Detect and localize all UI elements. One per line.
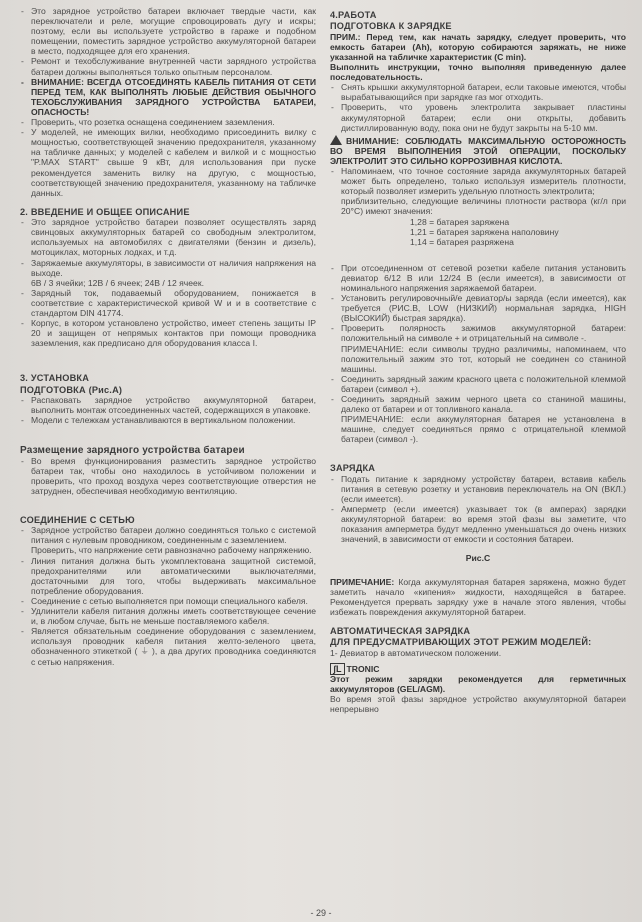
density-value: 1,21 = батарея заряжена наполовину [410,226,559,237]
subsection-heading: Размещение зарядного устройства батареи [20,444,245,456]
note-label: ПРИМЕЧАНИЕ: [330,576,395,587]
subsection-heading: СОЕДИНЕНИЕ С СЕТЬЮ [20,514,135,525]
paragraph: 6В / 3 ячейки; 12В / 6 ячеек; 24В / 12 ячеек. [31,277,204,288]
paragraph: - Является обязательным соединение оборудования с заземлением, используя проводник кабеля питания желто-зеленого цвета, обозначенного этикеткой ( ⏚ ), а два других проводника соединяются с сетью напряжения. [20,626,316,666]
section-heading: 2. ВВЕДЕНИЕ И ОБЩЕЕ ОПИСАНИЕ [20,206,190,217]
warning-text: ВНИМАНИЕ: СОБЛЮДАТЬ МАКСИМАЛЬНУЮ ОСТОРОЖНОСТЬ ВО ВРЕМЯ ВЫПОЛНЕНИЯ ЭТОЙ ОПЕРАЦИИ, ПОСКОЛЬКУ ЭЛЕКТРОЛИТ ЭТО СИЛЬНО КОРРОЗИВНАЯ КИСЛОТА. [330,135,626,166]
warning-text: - ВНИМАНИЕ: ВСЕГДА ОТСОЕДИНЯТЬ КАБЕЛЬ ПИТАНИЯ ОТ СЕТИ ПЕРЕД ТЕМ, КАК ВЫПОЛНЯТЬ ЛЮБЫЕ ДЕЙСТВИЯ ОБЫЧНОГО ТЕХОБСЛУЖИВАНИЯ ЗАРЯДНОГО УСТРОЙСТВА БАТАРЕИ, ОПАСНОСТЬ! [20,77,316,117]
density-value: 1,14 = батарея разряжена [410,236,514,247]
figure-caption: Рис.С [465,552,491,563]
tronic-mode-icon: ʃL [330,663,345,675]
mode-label: TRONIC [346,663,380,674]
paragraph: ПРИМЕЧАНИЕ: если аккумуляторная батарея не установлена в машине, следует соединяться прямо с отрицательной клеммой батареи (символ -). [341,414,626,445]
paragraph: - Проверить, что уровень электролита закрывает пластины аккумуляторной батареи; если они открыты, добавить дистиллированную воду, пока они не будут закрыты на 5-10 мм. [330,102,626,132]
paragraph: - Во время функционирования разместить зарядное устройство батареи так, чтобы оно находилось в устойчивом положении и проверить, что проход воздуха через соответствующие отверстия не затруднен, обеспечивая необходимую вентиляцию. [20,456,316,496]
paragraph: - Подать питание к зарядному устройству батареи, вставив кабель питания в сетевую розетку и установив переключатель на ON (ВКЛ.) (если имеется). [330,474,626,504]
paragraph: - Ремонт и техобслуживание внутренней части зарядного устройства батареи должны выполняться только опытным персоналом. [20,56,316,76]
paragraph: - Зарядный ток, подаваемый оборудованием, понижается в соответствие с характеристической кривой W и и в соответствие с стандартом DIN 41774. [20,288,316,318]
mode-heading [330,664,626,674]
instruction-text: Выполнить инструкции, точно выполняя приведенную далее последовательность. [330,62,626,83]
paragraph: 1- Девиатор в автоматическом положении. [330,647,502,658]
paragraph: - Снять крышки аккумуляторной батареи, если таковые имеются, чтобы вырабатывающийся при зарядке газ мог отходить. [330,82,626,102]
subsection-heading: ПОДГОТОВКА (Рис.А) [20,384,123,395]
paragraph: - Соединение с сетью выполняется при помощи специального кабеля. [20,596,316,606]
paragraph: Проверить, что напряжение сети равнозначно рабочему напряжению. [31,545,312,556]
subsection-heading: ДЛЯ ПРЕДУСМАТРИВАЮЩИХ ЭТОТ РЕЖИМ МОДЕЛЕЙ: [330,637,592,648]
paragraph: - Установить регулировочный/е девиатор/ы заряда (если имеется), как требуется (РИС.В, LOW (НИЗКИЙ) нормальная зарядка, HIGH (ВЫСОКИЙ) быстрая зарядка). [330,293,626,323]
paragraph: - У моделей, не имеющих вилки, необходимо присоединить вилку с мощностью, соответствующей значению предохранителя, указанному на табличке данных; у моделей с кабелем и вилкой и с мощностью "P.MAX START" свыше 9 кВт, для использования при пуске рекомендуется заменить вилку на другую, с мощностью, соответствующей значению предохранителя, указанному на табличке данных. [20,127,316,198]
paragraph: - При отсоединенном от сетевой розетки кабеле питания установить девиатор 6/12 В или 12/24 В (если имеется), в зависимости от номинального напряжения заряжаемой батареи. [330,263,626,293]
paragraph: - Зарядное устройство батареи должно соединяться только с системой питания с нулевым проводником, соединенным с заземлением. [20,525,316,545]
paragraph: ПРИМЕЧАНИЕ: если символы трудно различимы, напоминаем, что положительный зажим это тот, который не соединен со станиной машины. [341,343,626,374]
paragraph: - Линия питания должна быть укомплектована защитной системой, предохранителями или автоматическими выключателями, достаточными для того, чтобы выдерживать максимальное потребление оборудования. [20,556,316,596]
density-value: 1,28 = батарея заряжена [410,216,510,227]
note-text: Когда аккумуляторная батарея заряжена, можно будет заметить начало «кипения» жидкости, находящейся в батарее. Рекомендуется прервать зарядку уже в начале этого явления, чтобы избежать повреждения аккумуляторной батареи. [330,576,626,617]
paragraph: - Соединить зарядный зажим красного цвета с положительной клеммой батареи (символ +). [330,374,626,394]
section-heading: 4.РАБОТА [330,10,377,20]
note-text: ПРИМ.: Перед тем, как начать зарядку, следует проверить, что емкость батареи (Ah), которую собираются заряжать, не ниже указанной на табличке характеристик (C min). [330,31,626,62]
paragraph: - Заряжаемые аккумуляторы, в зависимости от наличия напряжения на выходе. [20,258,316,278]
paragraph: - Амперметр (если имеется) указывает ток (в амперах) зарядки аккумуляторной батареи: во время этой фазы вы заметите, что показания амперметра будут медленно уменьшаться до очень низких значений, в зависимости от емкости и состояния батареи. [330,504,626,544]
paragraph: - Проверить, что розетка оснащена соединением заземления. [20,117,316,127]
left-column [20,6,316,667]
warning-triangle-icon [330,135,342,145]
right-column [330,6,626,714]
section-heading: ЗАРЯДКА [330,463,376,474]
note-block [330,577,626,617]
section-heading: 3. УСТАНОВКА [20,373,90,384]
warning-block [330,135,626,166]
paragraph: - Удлинители кабеля питания должны иметь соответствующее сечение и, в любом случае, быть не меньше поставляемого кабеля. [20,606,316,626]
paragraph: - Это зарядное устройство батареи включает твердые части, как переключатели и реле, могущие спровоцировать дугу и искры; поэтому, если вы используете устройство в гараже и подобном помещении, поместить зарядное устройство аккумуляторной батареи в место, подходящее для его хранения. [20,6,316,56]
paragraph: - Соединить зарядный зажим черного цвета со станиной машины, далеко от батареи и от топливного канала. [330,394,626,414]
paragraph: - Проверить полярность зажимов аккумуляторной батареи: положительный на символе + и отрицательный на символе -. [330,323,626,343]
paragraph: - Корпус, в котором установлено устройство, имеет степень защиты IP 20 и защищен от непрямых контактов при помощи проводника заземления, как предписано для оборудования класса I. [20,318,316,348]
subsection-heading: ПОДГОТОВКА К ЗАРЯДКЕ [330,21,452,32]
paragraph: - Распаковать зарядное устройство аккумуляторной батареи, выполнить монтаж отсоединенных частей, содержащихся в упаковке. [20,395,316,415]
paragraph: - Модели с тележкам устанавливаются в вертикальном положении. [20,415,316,425]
paragraph: Этот режим зарядки рекомендуется для герметичных аккумуляторов (GEL/AGM). [330,674,626,695]
section-heading: АВТОМАТИЧЕСКАЯ ЗАРЯДКА [330,626,471,636]
page-number: - 29 - [310,908,332,918]
paragraph: - Это зарядное устройство батареи позволяет осуществлять заряд свинцовых аккумуляторных батарей со свободным электролитом, используемых на автомобилях с двигателями (бензин и дизель), мотоциклах, моторных лодках, и т.д. [20,217,316,257]
paragraph: приблизительно, следующие величины плотности раствора (кг/л при 20°С) имеют значения: [341,196,626,217]
paragraph: - Напоминаем, что точное состояние заряда аккумуляторных батарей может быть определено, только используя измеритель плотности, который позволяет измерить удельную плотность электролита; [330,166,626,196]
paragraph: Во время этой фазы зарядное устройство аккумуляторной батареи непрерывно [330,694,626,715]
